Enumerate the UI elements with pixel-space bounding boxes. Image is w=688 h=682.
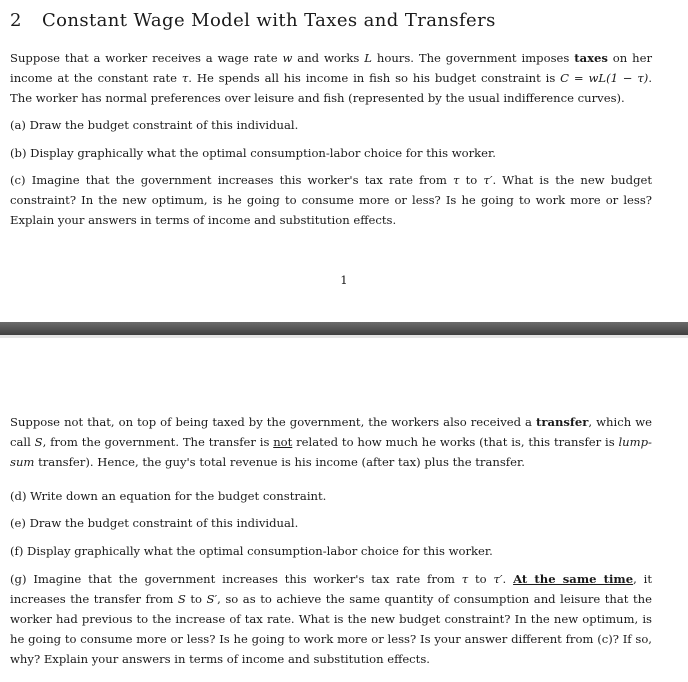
question-c-text: to — [459, 173, 484, 187]
question-g-text: . — [502, 572, 514, 586]
question-e: (e) Draw the budget constraint of this individual. — [10, 516, 299, 530]
keyword-taxes: taxes — [574, 51, 608, 65]
section-heading — [10, 10, 496, 31]
intro-text: hours. The government imposes — [371, 51, 575, 65]
section-title: Constant Wage Model with Taxes and Transfers — [42, 10, 496, 31]
math-tau: τ — [181, 71, 189, 85]
intro-text: on her income at the constant rate — [10, 51, 653, 85]
question-g-text: to — [468, 572, 494, 586]
italic-lump-sum: lump-sum — [10, 435, 652, 469]
transfer-paragraph — [10, 412, 652, 472]
keyword-transfer: transfer — [536, 415, 589, 429]
transfer-text: related to how much he works (that is, this transfer is — [292, 435, 619, 449]
question-d: (d) Write down an equation for the budget constraint. — [10, 489, 327, 503]
intro-text: and works — [292, 51, 365, 65]
math-S: S — [34, 435, 43, 449]
transfer-text: transfer). Hence, the guy's total revenue is his income (after tax) plus the transfer. — [34, 455, 525, 469]
intro-paragraph — [10, 48, 652, 108]
intro-text: . He spends all his income in fish so his budget constraint is — [188, 71, 561, 85]
underlined-not: not — [273, 435, 293, 449]
emphasis-at-the-same-time: At the same time — [513, 572, 634, 586]
document-page-2 — [0, 338, 688, 682]
question-g — [10, 569, 652, 669]
question-c — [10, 170, 652, 230]
transfer-text: Suppose not that, on top of being taxed by the government, the workers also received a — [10, 415, 536, 429]
question-c-text: (c) Imagine that the government increases this worker's tax rate from — [10, 173, 454, 187]
math-S: S — [177, 592, 186, 606]
page-number: 1 — [340, 273, 348, 287]
question-g-text: to — [185, 592, 207, 606]
math-tau: τ — [453, 173, 460, 187]
document-page-1 — [0, 0, 688, 322]
math-tau-prime: τ′ — [493, 572, 503, 586]
math-w: w — [282, 51, 293, 65]
intro-text: Suppose that a worker receives a wage rate — [10, 51, 283, 65]
question-f: (f) Display graphically what the optimal consumption-labor choice for this worker. — [10, 544, 493, 558]
question-g-text: , it increases the transfer from — [10, 572, 652, 606]
question-g-text: , so as to achieve the same quantity of consumption and leisure that the worker had previous to the increase of tax rate. What is the new budget constraint? In the new optimum, is he going to consume more or less? Is he going to work more or less? Is your answer different from (c)? If so, why? Explain your answers in terms of income and substitution effects. — [10, 592, 652, 666]
question-b: (b) Display graphically what the optimal consumption-labor choice for this worker. — [10, 146, 496, 160]
math-tau: τ — [461, 572, 469, 586]
math-S-prime: S′ — [206, 592, 218, 606]
budget-formula: C = wL(1 − τ) — [560, 71, 649, 85]
section-number: 2 — [10, 10, 22, 31]
question-g-text: (g) Imagine that the government increases this worker's tax rate from — [10, 572, 462, 586]
math-tau-prime: τ′ — [483, 173, 493, 187]
page-separator-bar — [0, 322, 688, 335]
question-c-text: . What is the new budget constraint? In the new optimum, is he going to consume more or less? Is he going to work more or less? Explain your answers in terms of income and substitution effects. — [10, 173, 653, 227]
math-L: L — [364, 51, 372, 65]
question-a: (a) Draw the budget constraint of this individual. — [10, 118, 299, 132]
page-separator — [0, 322, 688, 338]
transfer-text: , from the government. The transfer is — [42, 435, 274, 449]
transfer-text: , which we call — [10, 415, 652, 449]
intro-text: . The worker has normal preferences over leisure and fish (represented by the usual indifference curves). — [10, 71, 652, 105]
